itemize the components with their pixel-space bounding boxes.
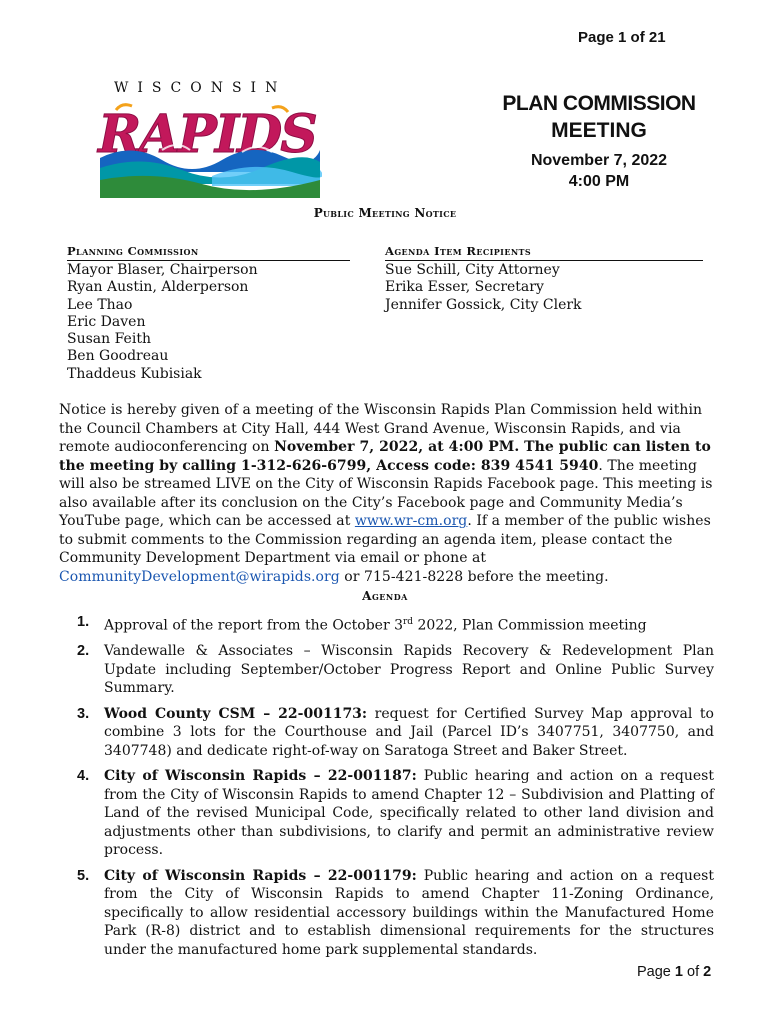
- agenda-item-number: 5.: [77, 867, 90, 884]
- page-total: 2: [703, 964, 712, 980]
- agenda-item-body: Public hearing and action on a request from the City of Wisconsin Rapids to amend Chapter 12 – Subdivision and Platting of Land of the revised Municipal Code, specifically related to other land division and adjustments other than subdivisions, to clarify and permit an administrative review process.: [104, 768, 714, 859]
- recipient: Erika Esser, Secretary: [385, 279, 544, 296]
- agenda-item-case: City of Wisconsin Rapids – 22-001187:: [104, 768, 417, 785]
- planning-commission-heading: Planning Commission: [67, 243, 350, 261]
- agenda-item-text: [104, 642, 714, 698]
- agenda-item-body: Vandewalle & Associates – Wisconsin Rapids Recovery & Redevelopment Plan Update including September/October Progress Report and Online Public Survey Summary.: [104, 643, 714, 697]
- agenda-item-body: Approval of the report from the October 3: [104, 617, 403, 634]
- agenda-recipients-list: [385, 243, 703, 314]
- agenda-item: [77, 767, 714, 860]
- agenda-item-number: 2.: [77, 643, 90, 660]
- agenda-item: [77, 705, 714, 761]
- agenda-item-number: 3.: [77, 705, 90, 722]
- email-link[interactable]: CommunityDevelopment@wirapids.org: [59, 568, 340, 585]
- meeting-title-block: [474, 90, 724, 192]
- agenda-item-number: 1.: [77, 614, 90, 630]
- notice-text: Notice is hereby given of a meeting of the Wisconsin Rapids Plan Commission held within the Council Chambers at City Hall, 444 West Grand Avenue, Wisconsin Rapids, and via remote audioconferencing on: [59, 402, 703, 455]
- wr-cm-link[interactable]: www.wr-cm.org: [354, 513, 468, 529]
- notice-call-info: November 7, 2022, at 4:00 PM. The public can listen to the meeting by calling 1-312-626-6799, Access code: 839 4541 5940: [59, 439, 711, 474]
- meeting-time: 4:00 PM: [568, 173, 630, 190]
- recipient: Sue Schill, City Attorney: [385, 262, 560, 278]
- commission-member: Lee Thao: [67, 296, 133, 313]
- agenda-heading: Agenda: [362, 589, 408, 603]
- public-meeting-notice-heading: Public Meeting Notice: [313, 206, 457, 220]
- agenda-item-case: City of Wisconsin Rapids – 22-001179:: [104, 867, 417, 884]
- agenda-item-body: Public hearing and action on a request from the City of Wisconsin Rapids to amend Chapter 11-Zoning Ordinance, specifically to allow residential accessory buildings within the Manufactured Home Park (R-8) district and to establish dimensional requirements for the structures under the manufactured home park supplemental standards.: [104, 867, 714, 958]
- agenda-item-text: [104, 613, 714, 635]
- svg-text:RAPIDS: RAPIDS: [98, 104, 316, 165]
- agenda-item-text: [104, 705, 714, 761]
- meeting-title-line2: MEETING: [551, 119, 647, 142]
- agenda-item-text: [104, 767, 714, 860]
- agenda-item: [77, 613, 714, 635]
- meeting-title-line1: PLAN COMMISSION: [502, 92, 696, 115]
- commission-member: Thaddeus Kubisiak: [67, 365, 202, 382]
- ordinal-suffix: rd: [403, 617, 414, 627]
- agenda-item-number: 4.: [77, 768, 90, 785]
- page-counter-bottom: [637, 964, 711, 980]
- commission-member: Susan Feith: [67, 331, 151, 348]
- page-of-label: of: [682, 964, 704, 980]
- agenda-item-body: 2022, Plan Commission meeting: [413, 617, 647, 634]
- notice-paragraph: [59, 401, 719, 586]
- agenda-list: [77, 613, 714, 966]
- agenda-item: [77, 642, 714, 698]
- page-label: Page: [637, 964, 675, 980]
- wisconsin-rapids-logo: [92, 80, 322, 198]
- logo-wisconsin-text: WISCONSIN: [114, 80, 287, 96]
- agenda-recipients-heading: Agenda Item Recipients: [385, 243, 703, 261]
- commission-member: Ben Goodreau: [67, 348, 169, 365]
- commission-member: Eric Daven: [67, 313, 146, 330]
- agenda-item: [77, 867, 714, 960]
- agenda-item-text: [104, 867, 714, 960]
- notice-text: or 715-421-8228 before the meeting.: [339, 568, 609, 585]
- notice-text: . The meeting will also be streamed LIVE on the City of Wisconsin Rapids Facebook page. This meeting is also available after its conclusion on the City’s Facebook page and Community Media’s YouTube page, which can be accessed at: [59, 457, 713, 529]
- recipient: Jennifer Gossick, City Clerk: [385, 296, 582, 313]
- commission-member: Ryan Austin, Alderperson: [67, 279, 249, 296]
- notice-text: . If a member of the public wishes to submit comments to the Commission regarding an agenda item, please contact the Community Development Department via email or phone at: [59, 513, 711, 566]
- page-number: 1: [674, 964, 683, 980]
- commission-member: Mayor Blaser, Chairperson: [67, 262, 258, 278]
- page-counter-top: Page 1 of 21: [578, 29, 666, 46]
- meeting-date: November 7, 2022: [530, 152, 668, 169]
- agenda-item-body: request for Certified Survey Map approval to combine 3 lots for the Courthouse and Jail (Parcel ID’s 3407751, 3407750, and 3407748) and dedicate right-of-way on Saratoga Street and Baker Street.: [104, 705, 714, 759]
- agenda-item-case: Wood County CSM – 22-001173:: [104, 705, 368, 722]
- planning-commission-list: [67, 243, 367, 383]
